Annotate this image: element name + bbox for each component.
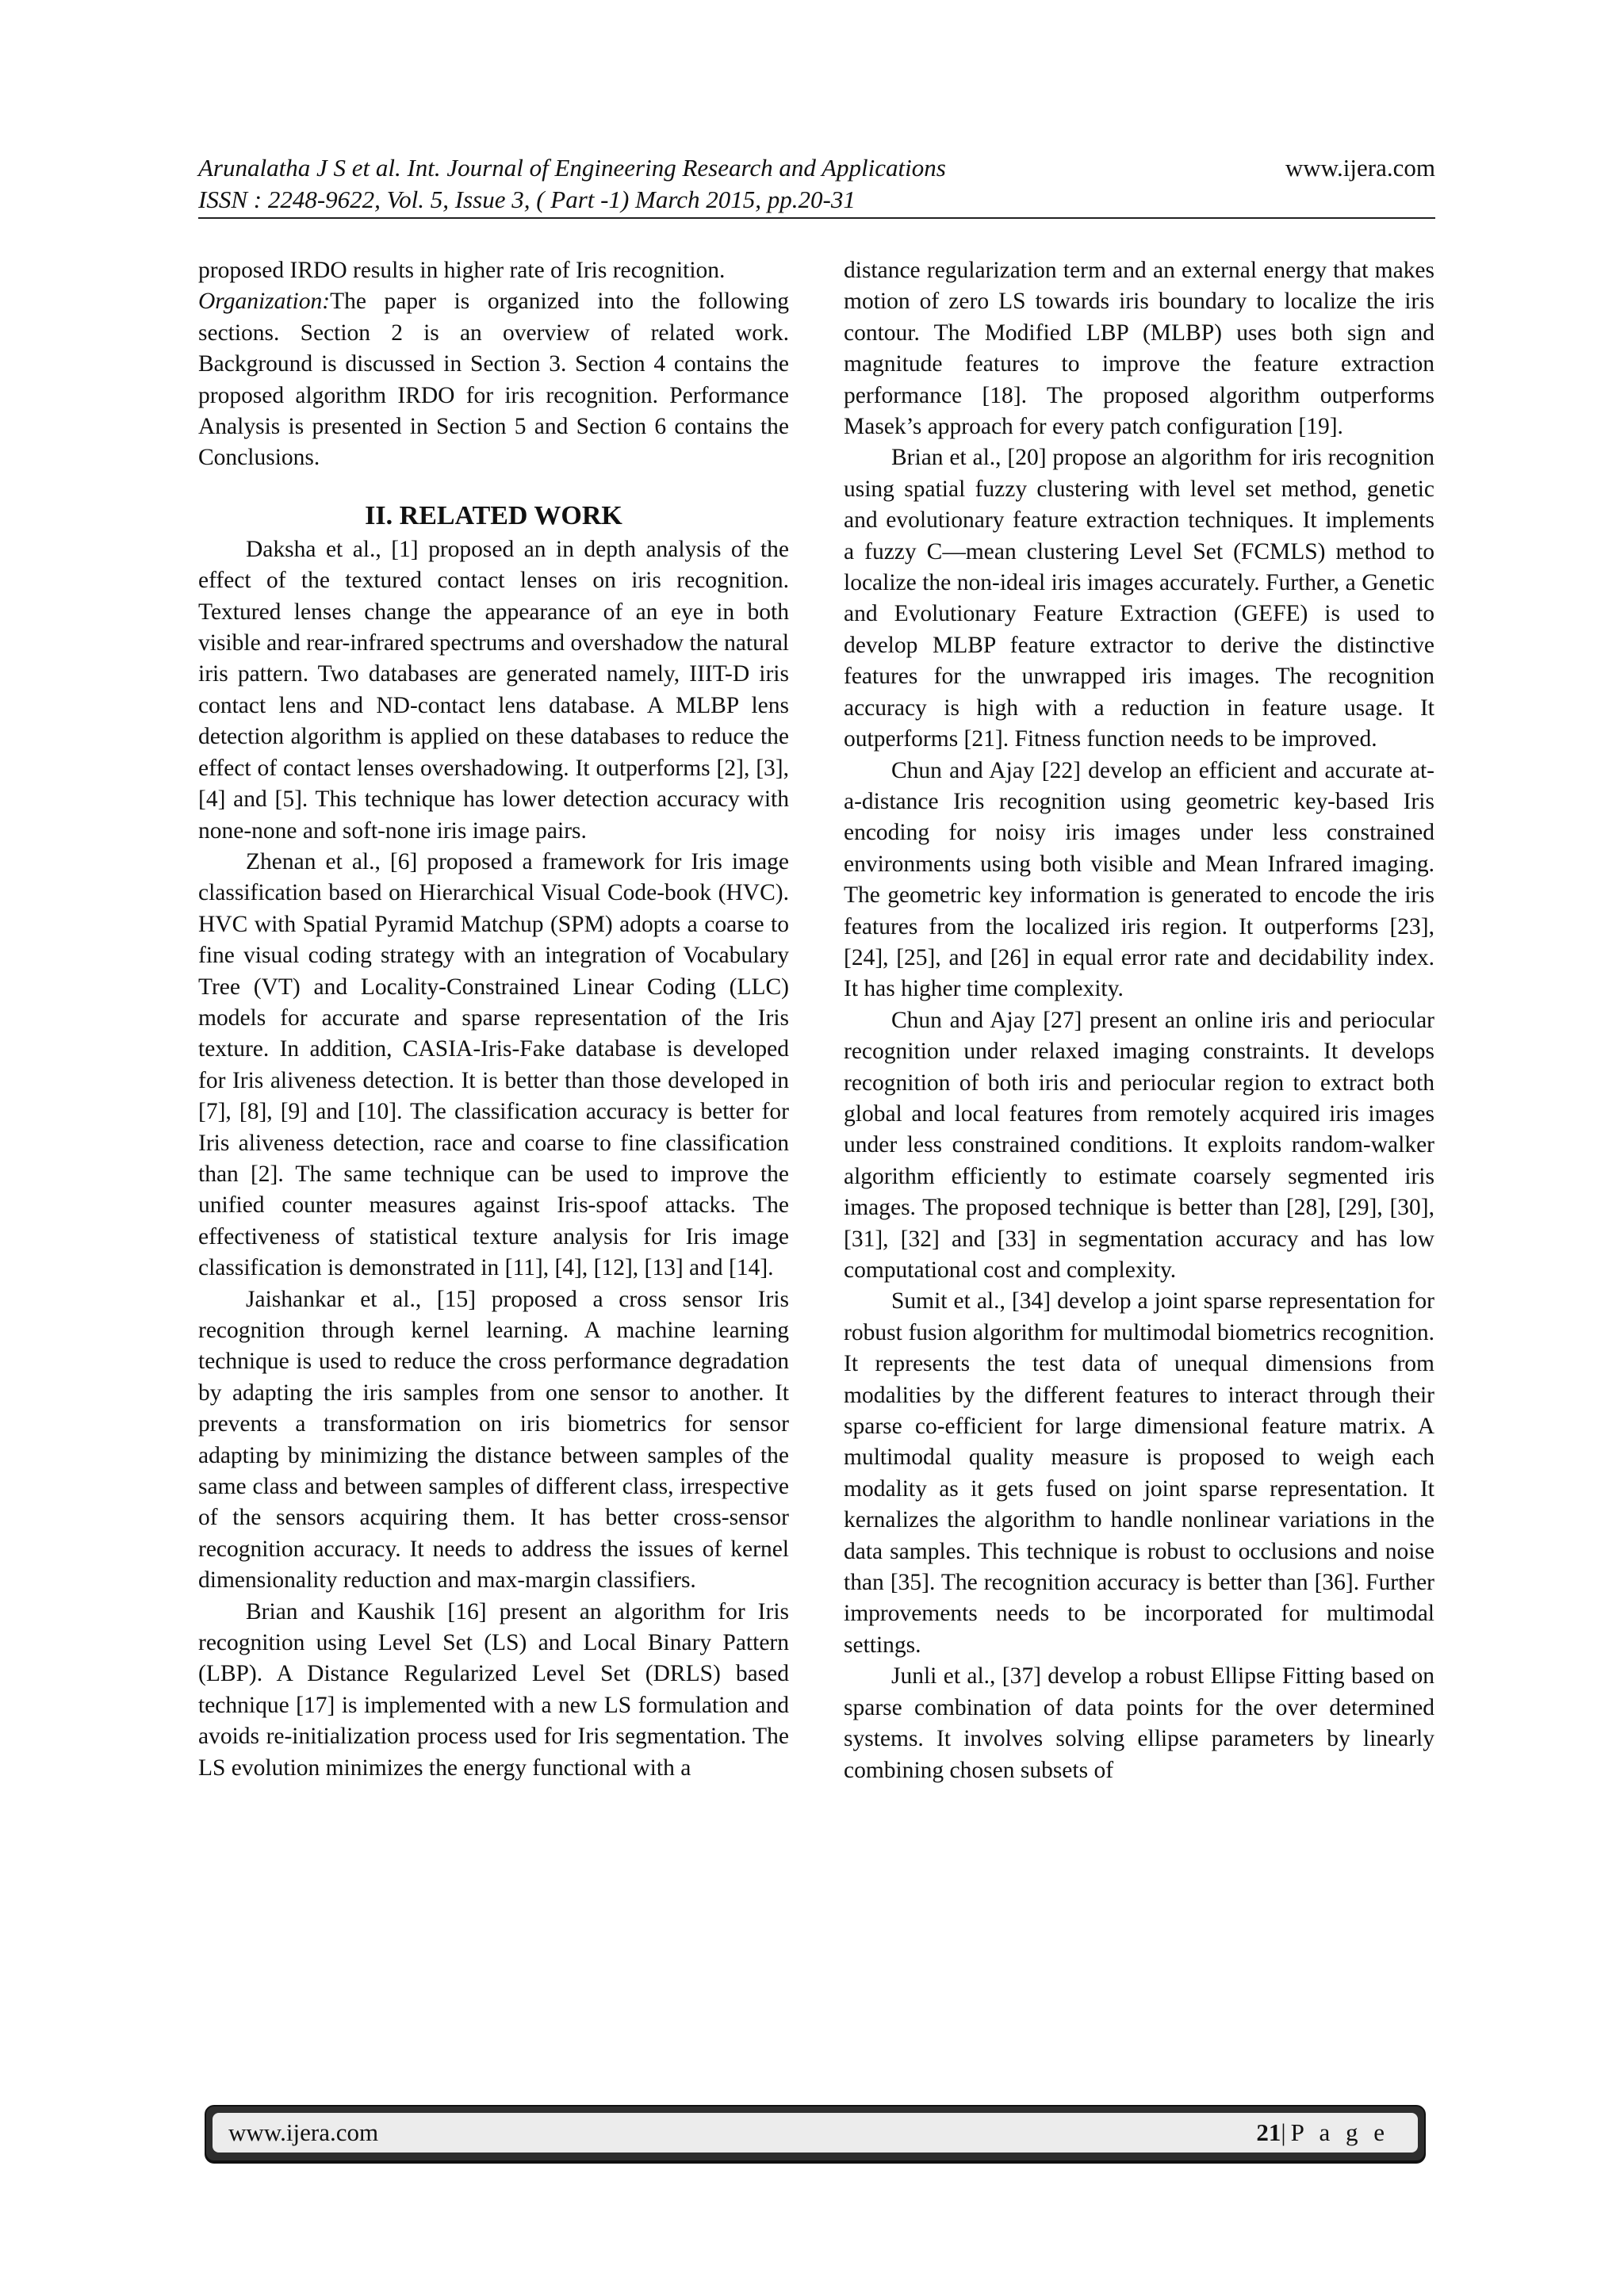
footer-bar — [213, 2113, 1418, 2152]
organization-text: The paper is organized into the following sections. Section 2 is an overview of related work. Background is discussed in Section 3. Section 4 contains the proposed algorithm IRDO for iris recognition. Performance Analysis is presented in Section 5 and Section 6 contains the Conclusions. — [198, 289, 789, 471]
journal-website[interactable]: www.ijera.com — [1285, 154, 1435, 182]
paragraph-brian-kaushik: Brian and Kaushik [16] present an algorithm for Iris recognition using Level Set (LS) and Local Binary Pattern (LBP). A Distance Regularized Level Set (DRLS) based technique [17] is implemented with a new LS formulation and avoids re-initialization process used for Iris segmentation. The LS evolution minimizes the energy functional with a — [198, 1598, 789, 1781]
left-column — [198, 255, 789, 1784]
page-footer — [205, 2105, 1426, 2162]
right-column — [844, 255, 1434, 1786]
paragraph-chun-ajay-1: Chun and Ajay [22] develop an efficient and accurate at-a-distance Iris recognition using geometric key-based Iris encoding for noisy iris images under less constrained environments using both visible and Mean Infrared imaging. The geometric key information is generated to encode the iris features from the localized iris region. It outperforms [23], [24], [25], and [26] in equal error rate and decidability index. It has higher time complexity. — [844, 757, 1434, 1002]
paragraph-zhenan: Zhenan et al., [6] proposed a framework for Iris image classification based on Hierarchical Visual Code-book (HVC). HVC with Spatial Pyramid Matchup (SPM) adopts a coarse to fine visual coding strategy with an integration of Vocabulary Tree (VT) and Locality-Constrained Linear Coding (LLC) models for accurate and sparse representation of the Iris texture. In addition, CASIA-Iris-Fake database is developed for Iris aliveness detection. It is better than those developed in [7], [8], [9] and [10]. The classification accuracy is better for Iris aliveness detection, race and coarse to fine classification than [2]. The same technique can be used to improve the unified counter measures against Iris-spoof attacks. The effectiveness of statistical texture analysis for Iris image classification is demonstrated in [11], [4], [12], [13] and [14]. — [198, 848, 789, 1281]
paragraph-jaishankar: Jaishankar et al., [15] proposed a cross sensor Iris recognition through kernel learning. A machine learning technique is used to reduce the cross performance degradation by adapting the iris samples from one sensor to another. It prevents a transformation on iris biometrics for sensor adapting by minimizing the distance between samples of the same class and between samples of different class, irrespective of the sensors acquiring them. It has better cross-sensor recognition accuracy. It needs to address the issues of kernel dimensionality reduction and max-margin classifiers. — [198, 1286, 789, 1594]
page-indicator — [1256, 2118, 1389, 2147]
paragraph-junli: Junli et al., [37] develop a robust Ellipse Fitting based on sparse combination of data points for the over determined systems. It involves solving ellipse parameters by linearly combining chosen subsets of — [844, 1663, 1434, 1783]
paragraph-daksha: Daksha et al., [1] proposed an in depth analysis of the effect of the textured contact lenses on iris recognition. Textured lenses change the appearance of an eye in both visible and rear-infrared spectrums and overshadow the natural iris pattern. Two databases are generated namely, IIIT-D iris contact lens and ND-contact lens database. A MLBP lens detection algorithm is applied on these databases to reduce the effect of contact lenses overshadowing. It outperforms [2], [3], [4] and [5]. This technique has lower detection accuracy with none-none and soft-none iris image pairs. — [198, 536, 789, 844]
section-heading-related-work: II. RELATED WORK — [365, 500, 622, 530]
running-header — [198, 152, 1435, 219]
page-label: |P a g e — [1281, 2118, 1389, 2146]
organization-label: Organization: — [198, 289, 331, 315]
organization-paragraph — [198, 286, 789, 473]
issn-line: ISSN : 2248-9622, Vol. 5, Issue 3, ( Part -1) March 2015, pp.20-31 — [198, 186, 856, 213]
paragraph-sumit: Sumit et al., [34] develop a joint sparse representation for robust fusion algorithm for multimodal biometrics recognition. It represents the test data of unequal dimensions from modalities by the different features to interact through their sparse co-efficient for large dimensional feature matrix. A multimodal quality measure is proposed to weigh each modality as it gets fused on joint sparse representation. It kernalizes the algorithm to handle nonlinear variations in the data samples. This technique is robust to occlusions and noise than [35]. The recognition accuracy is better than [36]. Further improvements needs to be incorporated for multimodal settings. — [844, 1288, 1434, 1658]
paragraph-brian: Brian et al., [20] propose an algorithm for iris recognition using spatial fuzzy clustering with level set method, genetic and evolutionary feature extraction techniques. It implements a fuzzy C—mean clustering Level Set (FCMLS) method to localize the non-ideal iris images accurately. Further, a Genetic and Evolutionary Feature Extraction (GEFE) is used to develop MLBP feature extractor to derive the distinctive features for the unwrapped iris images. The recognition accuracy is high with a reduction in feature usage. It outperforms [21]. Fitness function needs to be improved. — [844, 445, 1434, 752]
paragraph-chun-ajay-2: Chun and Ajay [27] present an online iris and periocular recognition under relaxed imaging constraints. It develops recognition of both iris and periocular region to extract both global and local features from remotely acquired iris images under less constrained conditions. It exploits random-walker algorithm efficiently to estimate coarsely segmented iris images. The proposed technique is better than [28], [29], [30], [31], [32] and [33] in segmentation accuracy and has low computational cost and complexity. — [844, 1007, 1434, 1283]
journal-citation: Arunalatha J S et al. Int. Journal of Engineering Research and Applications — [198, 154, 946, 182]
footer-website[interactable]: www.ijera.com — [228, 2118, 379, 2146]
intro-continuation: proposed IRDO results in higher rate of Iris recognition. — [198, 258, 726, 283]
page-number: 21 — [1256, 2118, 1281, 2146]
paragraph-continuation: distance regularization term and an external energy that makes motion of zero LS towards iris boundary to localize the iris contour. The Modified LBP (MLBP) uses both sign and magnitude features to improve the feature extraction performance [18]. The proposed algorithm outperforms Masek’s approach for every patch configuration [19]. — [844, 258, 1434, 440]
